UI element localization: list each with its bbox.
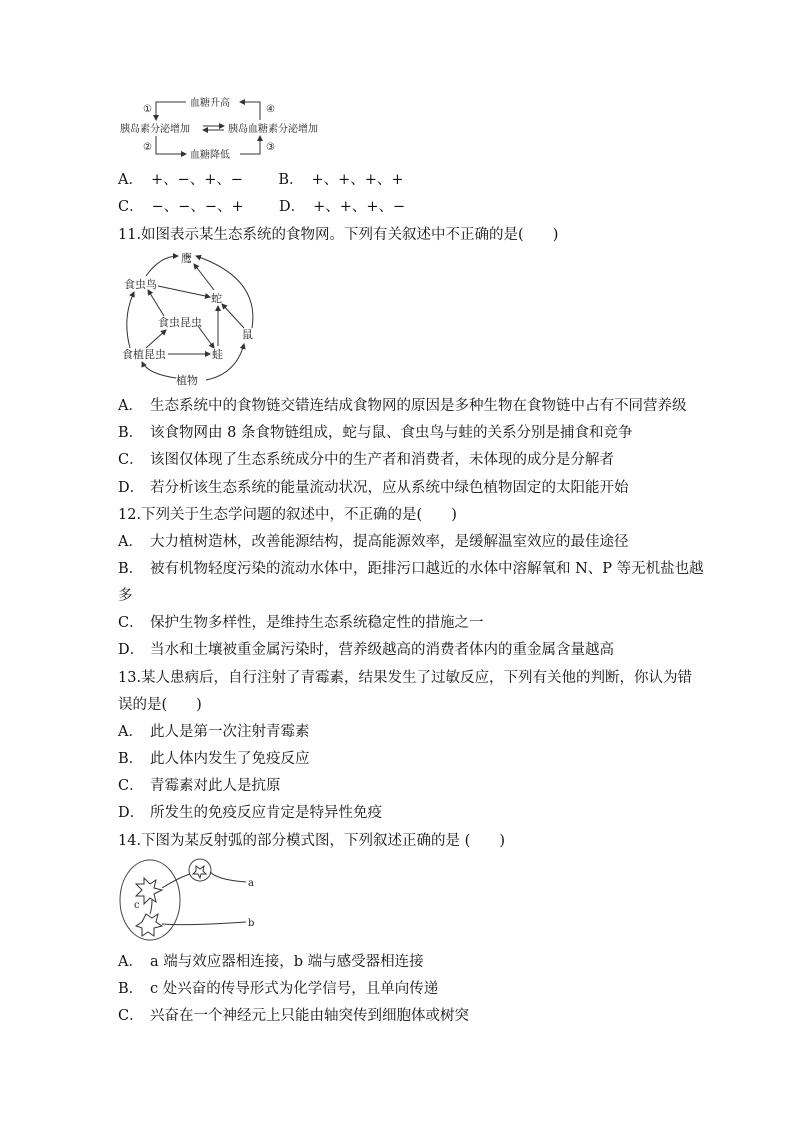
q13-option-d [118,803,382,823]
food-web-diagram [118,248,268,388]
q10-option-b-text: +、+、+、+ [311,172,404,188]
label-c: c [134,900,140,911]
q12-option-b-cont: 多 [118,588,133,604]
q12-option-b [118,559,704,579]
q10-option-a-label: A． [118,172,143,188]
node-hawk: 鹰 [181,252,192,265]
label-b: b [248,918,255,929]
q13-option-a [118,722,310,742]
label-a: a [248,878,254,889]
q10-option-a-text: +、−、+、− [150,172,244,188]
q12-option-a-text: 大力植树造林，改善能源结构，提高能源效率，是缓解温室效应的最佳途径 [150,534,629,550]
q14-option-b-text: c 处兴奋的传导形式为化学信号，且单向传递 [150,981,439,997]
gray-matter-oval [120,860,180,940]
q12-option-b-text: 被有机物轻度污染的流动水体中，距排污口越近的水体中溶解氧和 N、P 等无机盐也越 [150,561,704,577]
q14-option-a [118,952,424,972]
edge-rat-hawk [196,256,253,328]
label-insulin: 胰岛素分泌增加 [120,124,190,135]
q13-option-b [118,749,310,769]
q10-option-c-label: C． [118,199,144,215]
q12-option-d [118,640,614,660]
q13-option-b-text: 此人体内发生了免疫反应 [150,751,310,767]
q12-option-a [118,532,629,552]
q11-option-b [118,423,632,443]
q13-option-d-text: 所发生的免疫反应肯定是特异性免疫 [150,805,382,821]
num-4: ④ [266,104,275,115]
edge-rat-snake [222,304,244,328]
q14-option-b [118,979,438,999]
q11-option-c-label: C． [118,452,144,468]
label-sugar-high: 血糖升高 [190,98,230,109]
q11-option-a-label: A． [118,398,143,414]
node-frog: 蛙 [212,348,223,361]
q10-options-row1 [118,170,404,190]
q11-option-b-label: B． [118,425,144,441]
node-herbivore: 食植昆虫 [122,348,166,361]
node-plant: 植物 [176,374,198,387]
q13-option-d-label: D． [118,805,145,821]
neuron-upper [136,878,162,904]
q11-option-d [118,478,629,498]
q11-option-d-text: 若分析该生态系统的能量流动状况，应从系统中绿色植物固定的太阳能开始 [150,480,629,496]
node-insect: 食虫昆虫 [158,316,202,329]
edge-insect-bird [148,290,164,316]
neuron-lower [136,914,162,936]
q12-option-b-label: B． [118,561,144,577]
neuron-ganglion [193,866,206,878]
edge-insect-frog [198,326,214,348]
q10-option-d-text: +、+、+、− [313,199,406,215]
label-glucagon: 胰岛血糖素分泌增加 [228,124,318,135]
q11-option-a [118,396,687,416]
q13-option-c-label: C． [118,778,144,794]
q14-option-a-label: A． [118,954,143,970]
q14-option-c-text: 兴奋在一个神经元上只能由轴突传到细胞体或树突 [150,1008,469,1024]
q11-stem: 11.如图表示某生态系统的食物网。下列有关叙述中不正确的是( ) [118,227,559,243]
q12-option-d-text: 当水和土壤被重金属污染时，营养级越高的消费者体内的重金属含量越高 [150,642,614,658]
q13-option-a-label: A． [118,724,143,740]
q10-option-b-label: B． [278,172,304,188]
q13-option-b-label: B． [118,751,144,767]
q12-option-c-label: C． [118,615,144,631]
q11-option-c [118,450,614,470]
q14-stem: 14.下图为某反射弧的部分模式图，下列叙述正确的是 ( ) [118,833,505,849]
q12-option-c [118,613,484,633]
q13-option-c [118,776,281,796]
q11-option-a-text: 生态系统中的食物链交错连结成食物网的原因是多种生物在食物链中占有不同营养级 [150,398,687,414]
q13-stem-line2: 误的是( ) [118,697,202,713]
q12-option-c-text: 保护生物多样性，是维持生态系统稳定性的措施之一 [150,615,484,631]
fiber-connect [150,900,152,914]
blood-sugar-diagram [118,92,348,162]
edge-herbivore-insect [146,330,166,348]
q13-option-a-text: 此人是第一次注射青霉素 [150,724,310,740]
node-rat: 鼠 [242,328,253,341]
q13-stem-line1: 13.某人患病后，自行注射了青霉素，结果发生了过敏反应，下列有关他的判断，你认为错 [118,670,693,686]
arrow-2 [156,136,186,154]
label-sugar-low: 血糖降低 [190,150,230,161]
q14-option-a-text: a 端与效应器相连接，b 端与感受器相连接 [150,954,424,970]
q11-option-c-text: 该图仅体现了生态系统成分中的生产者和消费者，未体现的成分是分解者 [150,452,614,468]
q10-option-c-text: −、−、−、+ [151,199,244,215]
edge-herbivore-bird [127,292,134,348]
num-1: ① [143,104,152,115]
q11-option-b-text: 该食物网由 8 条食物链组成，蛇与鼠、食虫鸟与蛙的关系分别是捕食和竞争 [150,425,633,441]
q13-option-c-text: 青霉素对此人是抗原 [150,778,281,794]
num-2: ② [143,142,152,153]
q10-options-row2 [118,197,405,217]
q14-option-b-label: B． [118,981,144,997]
edge-bird-hawk [146,256,178,276]
node-bird: 食虫鸟 [124,278,157,291]
q12-option-d-label: D． [118,642,145,658]
q11-option-d-label: D． [118,480,145,496]
edge-snake-hawk [194,264,214,290]
reflex-arc-diagram [118,856,268,946]
arrow-4 [240,102,260,120]
edge-bird-snake [158,286,210,297]
q14-option-c [118,1006,469,1026]
edge-plant-herbivore [142,362,176,378]
q14-option-c-label: C． [118,1008,144,1024]
q10-option-d-label: D． [278,199,306,215]
q12-option-a-label: A． [118,534,143,550]
arrow-1 [156,102,186,120]
q12-stem: 12.下列关于生态学问题的叙述中，不正确的是( ) [118,507,457,523]
num-3: ③ [266,142,275,153]
node-snake: 蛇 [211,292,222,305]
arrow-3 [240,136,260,154]
